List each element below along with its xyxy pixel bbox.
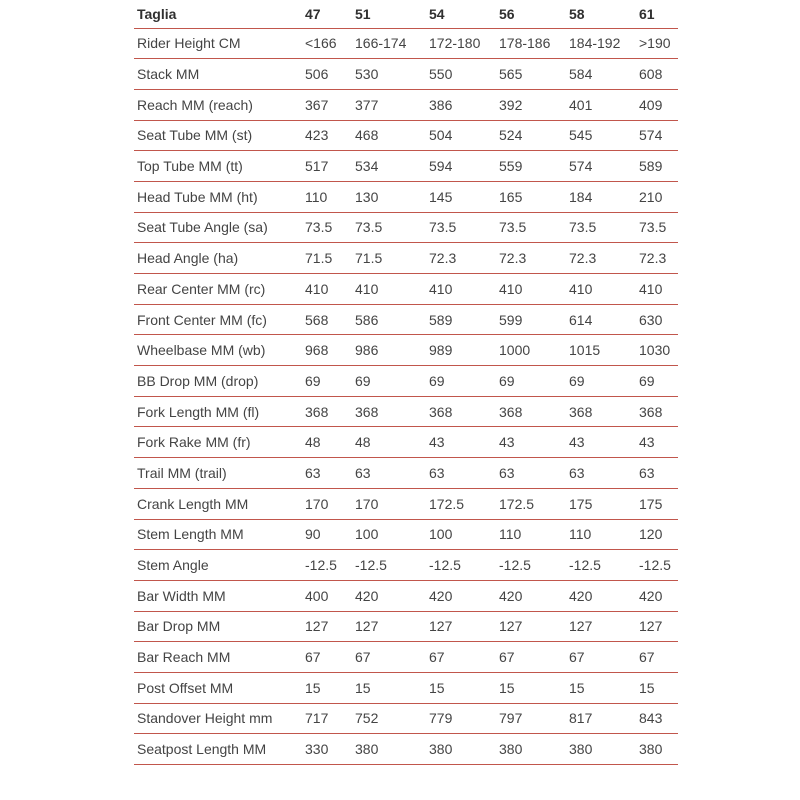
- size-value: 506: [305, 59, 355, 90]
- size-value: 968: [305, 335, 355, 366]
- size-value: 368: [429, 396, 499, 427]
- size-value: 401: [569, 89, 639, 120]
- size-value: 574: [569, 151, 639, 182]
- size-value: 468: [355, 120, 429, 151]
- size-value: 67: [305, 642, 355, 673]
- size-value: 517: [305, 151, 355, 182]
- size-value: -12.5: [639, 550, 678, 581]
- size-value: 184-192: [569, 28, 639, 59]
- size-value: 110: [305, 181, 355, 212]
- size-value: 165: [499, 181, 569, 212]
- size-value: 127: [355, 611, 429, 642]
- size-value: 797: [499, 703, 569, 734]
- size-value: 392: [499, 89, 569, 120]
- size-value: 43: [639, 427, 678, 458]
- size-value: 67: [639, 642, 678, 673]
- size-value: 420: [639, 580, 678, 611]
- table-row: [134, 181, 678, 212]
- size-value: 400: [305, 580, 355, 611]
- table-row: [134, 28, 678, 59]
- size-value: 72.3: [569, 243, 639, 274]
- row-label: Head Angle (ha): [134, 243, 305, 274]
- table-row: [134, 642, 678, 673]
- size-value: 178-186: [499, 28, 569, 59]
- size-value: 524: [499, 120, 569, 151]
- geometry-table-container: [134, 0, 678, 765]
- size-value: 73.5: [499, 212, 569, 243]
- size-column-header: 58: [569, 0, 639, 28]
- row-label: Wheelbase MM (wb): [134, 335, 305, 366]
- size-column-header: 54: [429, 0, 499, 28]
- size-value: 410: [305, 274, 355, 305]
- size-value: 380: [429, 734, 499, 765]
- size-value: 72.3: [639, 243, 678, 274]
- size-value: 130: [355, 181, 429, 212]
- size-value: 175: [639, 488, 678, 519]
- size-value: 145: [429, 181, 499, 212]
- size-value: 1030: [639, 335, 678, 366]
- table-row: [134, 611, 678, 642]
- size-value: 410: [569, 274, 639, 305]
- size-value: 380: [499, 734, 569, 765]
- size-value: 843: [639, 703, 678, 734]
- size-value: 72.3: [429, 243, 499, 274]
- table-row: [134, 550, 678, 581]
- row-label: Head Tube MM (ht): [134, 181, 305, 212]
- table-row: [134, 703, 678, 734]
- size-value: 43: [499, 427, 569, 458]
- size-column-header: 61: [639, 0, 678, 28]
- size-value: 817: [569, 703, 639, 734]
- size-value: 63: [639, 458, 678, 489]
- size-value: 127: [569, 611, 639, 642]
- size-value: 534: [355, 151, 429, 182]
- size-value: 67: [569, 642, 639, 673]
- header-row: [134, 0, 678, 28]
- size-column-header: 51: [355, 0, 429, 28]
- size-value: 589: [429, 304, 499, 335]
- table-row: [134, 672, 678, 703]
- table-row: [134, 212, 678, 243]
- size-value: 73.5: [569, 212, 639, 243]
- table-row: [134, 274, 678, 305]
- size-value: 367: [305, 89, 355, 120]
- size-value: 172.5: [499, 488, 569, 519]
- size-value: 43: [569, 427, 639, 458]
- table-row: [134, 734, 678, 765]
- size-value: 368: [639, 396, 678, 427]
- size-value: 565: [499, 59, 569, 90]
- row-label: Fork Rake MM (fr): [134, 427, 305, 458]
- row-label: Seat Tube Angle (sa): [134, 212, 305, 243]
- size-value: 127: [305, 611, 355, 642]
- size-value: 90: [305, 519, 355, 550]
- table-row: [134, 120, 678, 151]
- size-value: 380: [639, 734, 678, 765]
- size-value: 410: [639, 274, 678, 305]
- size-value: 67: [429, 642, 499, 673]
- row-label: Rear Center MM (rc): [134, 274, 305, 305]
- size-value: 584: [569, 59, 639, 90]
- size-value: 574: [639, 120, 678, 151]
- table-row: [134, 304, 678, 335]
- row-label: Crank Length MM: [134, 488, 305, 519]
- size-value: 67: [355, 642, 429, 673]
- size-value: 48: [305, 427, 355, 458]
- size-column-header: 47: [305, 0, 355, 28]
- size-value: 368: [499, 396, 569, 427]
- spec-table-body: [134, 28, 678, 765]
- size-value: 410: [499, 274, 569, 305]
- size-value: -12.5: [355, 550, 429, 581]
- row-label: Seatpost Length MM: [134, 734, 305, 765]
- size-value: 73.5: [355, 212, 429, 243]
- size-value: 409: [639, 89, 678, 120]
- size-value: 172.5: [429, 488, 499, 519]
- size-value: 69: [499, 366, 569, 397]
- size-value: -12.5: [499, 550, 569, 581]
- size-column-header: 56: [499, 0, 569, 28]
- size-value: 127: [429, 611, 499, 642]
- size-value: 380: [355, 734, 429, 765]
- size-value: 368: [569, 396, 639, 427]
- row-label: Stem Length MM: [134, 519, 305, 550]
- size-value: 73.5: [639, 212, 678, 243]
- size-value: 717: [305, 703, 355, 734]
- row-label: Bar Drop MM: [134, 611, 305, 642]
- size-value: 1000: [499, 335, 569, 366]
- size-value: 71.5: [305, 243, 355, 274]
- size-value: 120: [639, 519, 678, 550]
- size-value: -12.5: [569, 550, 639, 581]
- size-value: 410: [355, 274, 429, 305]
- size-value: 170: [305, 488, 355, 519]
- table-row: [134, 366, 678, 397]
- size-value: 69: [305, 366, 355, 397]
- table-row: [134, 59, 678, 90]
- size-value: 752: [355, 703, 429, 734]
- size-value: 420: [569, 580, 639, 611]
- size-value: 73.5: [305, 212, 355, 243]
- row-label: Reach MM (reach): [134, 89, 305, 120]
- size-value: 110: [569, 519, 639, 550]
- size-value: 630: [639, 304, 678, 335]
- table-row: [134, 488, 678, 519]
- size-value: 368: [305, 396, 355, 427]
- size-value: 368: [355, 396, 429, 427]
- size-value: 386: [429, 89, 499, 120]
- size-value: 504: [429, 120, 499, 151]
- size-value: 100: [429, 519, 499, 550]
- table-row: [134, 519, 678, 550]
- row-label: Rider Height CM: [134, 28, 305, 59]
- size-value: 989: [429, 335, 499, 366]
- size-value: 377: [355, 89, 429, 120]
- size-value: 15: [639, 672, 678, 703]
- size-value: 100: [355, 519, 429, 550]
- size-value: 127: [639, 611, 678, 642]
- size-value: 127: [499, 611, 569, 642]
- size-value: 330: [305, 734, 355, 765]
- row-label: BB Drop MM (drop): [134, 366, 305, 397]
- size-value: 69: [639, 366, 678, 397]
- size-value: 568: [305, 304, 355, 335]
- table-row: [134, 458, 678, 489]
- size-value: 210: [639, 181, 678, 212]
- row-label: Trail MM (trail): [134, 458, 305, 489]
- size-value: 420: [355, 580, 429, 611]
- size-value: 166-174: [355, 28, 429, 59]
- size-value: 63: [569, 458, 639, 489]
- size-value: 779: [429, 703, 499, 734]
- table-row: [134, 580, 678, 611]
- size-value: 594: [429, 151, 499, 182]
- size-value: 410: [429, 274, 499, 305]
- size-value: 530: [355, 59, 429, 90]
- size-value: 420: [499, 580, 569, 611]
- size-value: 15: [569, 672, 639, 703]
- size-value: 608: [639, 59, 678, 90]
- size-value: 63: [355, 458, 429, 489]
- size-value: >190: [639, 28, 678, 59]
- size-value: 184: [569, 181, 639, 212]
- size-value: 43: [429, 427, 499, 458]
- geometry-table: [134, 0, 678, 765]
- size-value: 420: [429, 580, 499, 611]
- row-label: Stem Angle: [134, 550, 305, 581]
- size-value: 550: [429, 59, 499, 90]
- table-row: [134, 151, 678, 182]
- table-row: [134, 335, 678, 366]
- size-value: 110: [499, 519, 569, 550]
- size-value: 1015: [569, 335, 639, 366]
- size-value: 175: [569, 488, 639, 519]
- size-value: <166: [305, 28, 355, 59]
- size-value: 589: [639, 151, 678, 182]
- row-label: Post Offset MM: [134, 672, 305, 703]
- size-value: 15: [429, 672, 499, 703]
- row-label: Stack MM: [134, 59, 305, 90]
- size-value: 71.5: [355, 243, 429, 274]
- table-row: [134, 89, 678, 120]
- size-value: 15: [355, 672, 429, 703]
- size-value: 48: [355, 427, 429, 458]
- row-label: Bar Reach MM: [134, 642, 305, 673]
- size-value: 63: [305, 458, 355, 489]
- size-value: 423: [305, 120, 355, 151]
- size-value: 69: [569, 366, 639, 397]
- size-value: 545: [569, 120, 639, 151]
- table-row: [134, 243, 678, 274]
- size-value: 380: [569, 734, 639, 765]
- size-value: 69: [355, 366, 429, 397]
- row-label: Standover Height mm: [134, 703, 305, 734]
- row-label: Top Tube MM (tt): [134, 151, 305, 182]
- size-value: 67: [499, 642, 569, 673]
- size-value: 586: [355, 304, 429, 335]
- size-value: 986: [355, 335, 429, 366]
- size-value: 73.5: [429, 212, 499, 243]
- table-row: [134, 427, 678, 458]
- size-value: 72.3: [499, 243, 569, 274]
- size-value: 15: [305, 672, 355, 703]
- size-value: 15: [499, 672, 569, 703]
- row-label: Seat Tube MM (st): [134, 120, 305, 151]
- table-row: [134, 396, 678, 427]
- size-value: 170: [355, 488, 429, 519]
- size-value: 63: [499, 458, 569, 489]
- row-label: Fork Length MM (fl): [134, 396, 305, 427]
- size-value: 559: [499, 151, 569, 182]
- size-value: 172-180: [429, 28, 499, 59]
- row-label: Bar Width MM: [134, 580, 305, 611]
- size-value: 599: [499, 304, 569, 335]
- size-value: -12.5: [305, 550, 355, 581]
- header-title: Taglia: [134, 0, 305, 28]
- size-value: -12.5: [429, 550, 499, 581]
- size-value: 69: [429, 366, 499, 397]
- row-label: Front Center MM (fc): [134, 304, 305, 335]
- size-value: 63: [429, 458, 499, 489]
- size-value: 614: [569, 304, 639, 335]
